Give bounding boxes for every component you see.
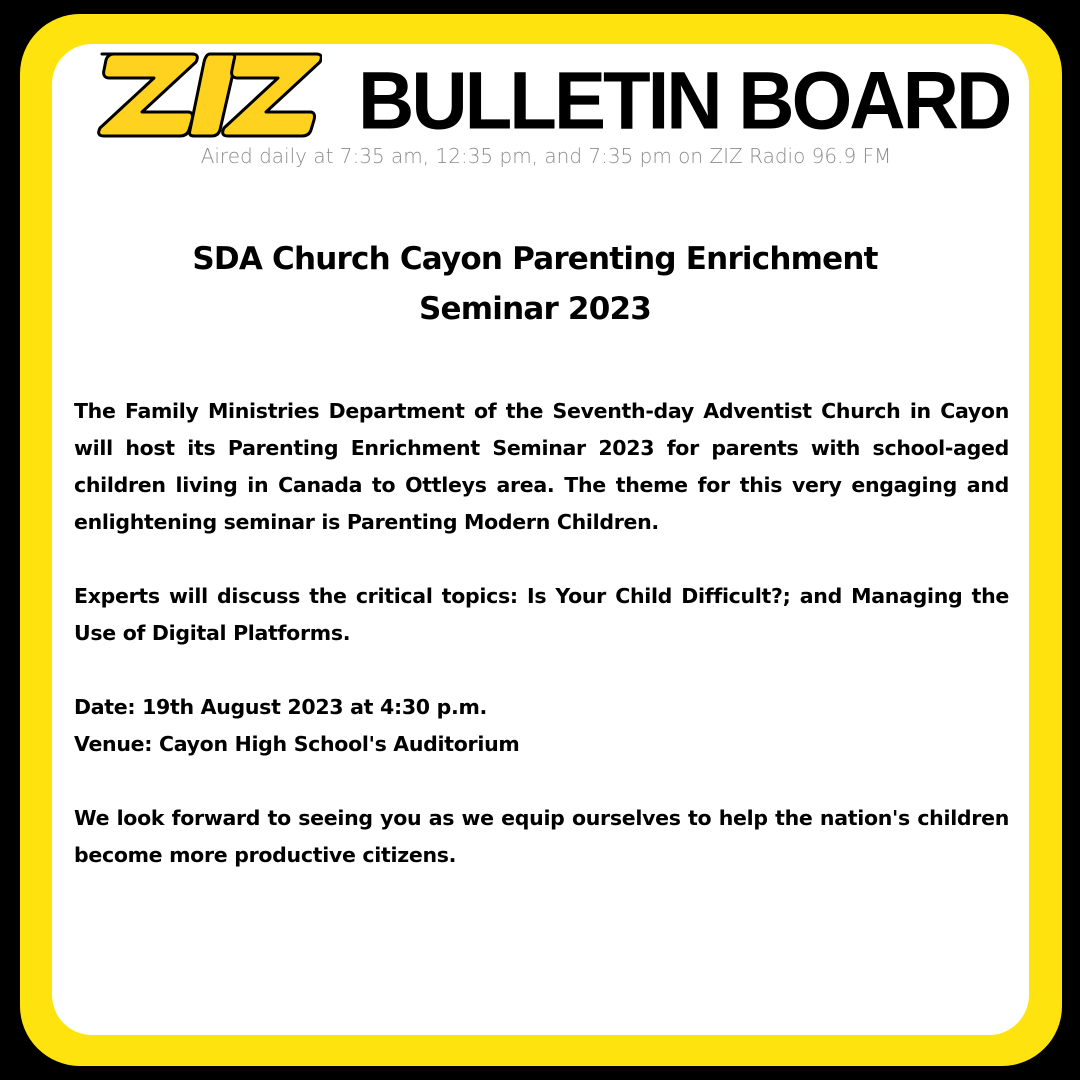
event-date: Date: 19th August 2023 at 4:30 p.m. xyxy=(74,695,488,719)
ziz-logo xyxy=(96,50,322,140)
event-venue: Venue: Cayon High School's Auditorium xyxy=(74,732,520,756)
announcement-title-line2: Seminar 2023 xyxy=(418,291,652,327)
intro-paragraph: The Family Ministries Department of the Seventh-day Adventist Church in Cayon will host its Parenting Enrichment Seminar 2023 for parents with school-aged children living in Canada to Ottleys area. The theme for this very engaging and enlightening seminar is Parenting Modern Children. xyxy=(74,399,1009,534)
event-details xyxy=(74,689,1009,763)
air-times: Aired daily at 7:35 am, 12:35 pm, and 7:35 pm on ZIZ Radio 96.9 FM xyxy=(200,144,892,168)
topics-paragraph: Experts will discuss the critical topics: Is Your Child Difficult?; and Managing the Use of Digital Platforms. xyxy=(74,584,1009,645)
announcement-title xyxy=(70,234,1000,334)
announcement-title-line1: SDA Church Cayon Parenting Enrichment xyxy=(192,241,878,277)
closing-paragraph: We look forward to seeing you as we equip ourselves to help the nation's children become more productive citizens. xyxy=(74,806,1009,867)
announcement-body xyxy=(74,393,1009,874)
bulletin-board-title: BULLETIN BOARD xyxy=(358,54,1010,147)
